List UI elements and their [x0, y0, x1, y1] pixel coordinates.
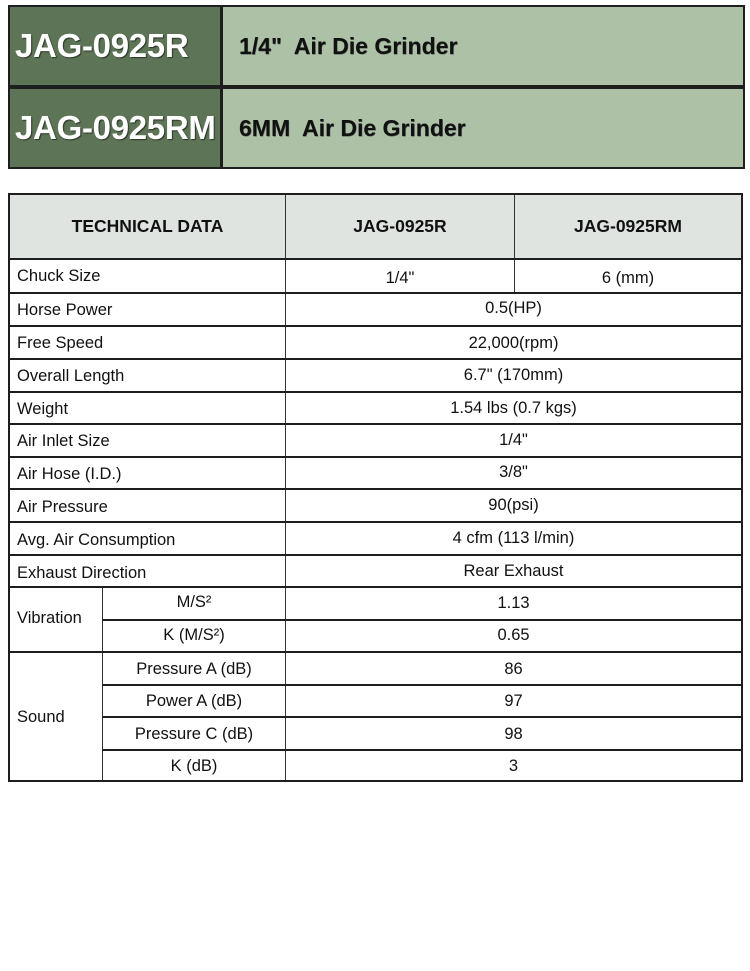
row-label-horse-power: Horse Power	[17, 300, 113, 319]
row-divider	[10, 325, 741, 327]
row-divider	[102, 619, 741, 621]
sound-pressure-c-value: 98	[504, 724, 523, 743]
chuck-size-r-value: 1/4"	[385, 268, 415, 287]
row-divider	[10, 292, 741, 294]
row-divider	[102, 716, 741, 718]
technical-data-table	[8, 193, 743, 782]
column-header-jag-0925r: JAG-0925R	[286, 195, 514, 258]
column-header-jag-0925rm: JAG-0925RM	[515, 195, 741, 258]
vibration-ms2-value: 1.13	[497, 594, 530, 612]
chuck-size-rm-value: 6 (mm)	[601, 268, 655, 287]
row-divider	[10, 358, 741, 360]
row-label-air-pressure: Air Pressure	[17, 497, 108, 516]
sound-k-label: K (dB)	[170, 756, 218, 775]
weight-value: 1.54 lbs (0.7 kgs)	[450, 398, 577, 417]
sound-power-a-label: Power A (dB)	[145, 691, 243, 710]
row-divider	[10, 521, 741, 523]
header-row-2	[10, 89, 743, 167]
row-divider	[10, 554, 741, 556]
row-divider	[10, 258, 741, 260]
vibration-k-label: K (M/S²)	[163, 626, 225, 644]
row-divider	[10, 651, 741, 653]
model-description: 1/4" Air Die Grinder	[223, 7, 743, 85]
model-header	[8, 5, 745, 169]
free-speed-value: 22,000(rpm)	[468, 333, 559, 352]
horse-power-value: 0.5(HP)	[485, 298, 542, 317]
row-label-air-hose: Air Hose (I.D.)	[17, 464, 122, 483]
row-divider	[10, 586, 741, 588]
vibration-k-value: 0.65	[497, 626, 530, 644]
sound-pressure-c-label: Pressure C (dB)	[134, 724, 254, 743]
column-header-technical-data: TECHNICAL DATA	[10, 195, 285, 258]
row-label-free-speed: Free Speed	[17, 333, 104, 352]
row-label-chuck-size: Chuck Size	[17, 266, 101, 285]
row-divider	[10, 488, 741, 490]
row-divider	[102, 684, 741, 686]
sound-pressure-a-value: 86	[504, 659, 523, 678]
row-divider	[10, 456, 741, 458]
vibration-group-label: Vibration	[17, 609, 82, 627]
model-code: JAG-0925RM	[10, 89, 220, 167]
air-hose-value: 3/8"	[499, 462, 528, 481]
row-label-weight: Weight	[17, 399, 69, 418]
row-divider	[10, 423, 741, 425]
vibration-ms2-label: M/S²	[176, 593, 212, 611]
sound-power-a-value: 97	[504, 691, 523, 710]
air-pressure-value: 90(psi)	[488, 495, 539, 514]
row-divider	[102, 749, 741, 751]
row-label-avg-air-consumption: Avg. Air Consumption	[17, 530, 176, 549]
column-divider	[514, 195, 515, 292]
sound-pressure-a-label: Pressure A (dB)	[136, 659, 252, 678]
row-divider	[10, 391, 741, 393]
model-description: 6MM Air Die Grinder	[223, 89, 743, 167]
air-inlet-size-value: 1/4"	[499, 430, 528, 449]
sound-group-label: Sound	[17, 707, 65, 726]
overall-length-value: 6.7" (170mm)	[463, 365, 564, 384]
sound-k-value: 3	[508, 756, 519, 775]
row-label-overall-length: Overall Length	[17, 366, 125, 385]
row-label-air-inlet-size: Air Inlet Size	[17, 431, 110, 450]
model-code: JAG-0925R	[10, 7, 220, 85]
exhaust-direction-value: Rear Exhaust	[463, 561, 564, 580]
row-label-exhaust-direction: Exhaust Direction	[17, 563, 147, 582]
header-row-1	[10, 7, 743, 85]
avg-air-consumption-value: 4 cfm (113 l/min)	[452, 528, 575, 547]
